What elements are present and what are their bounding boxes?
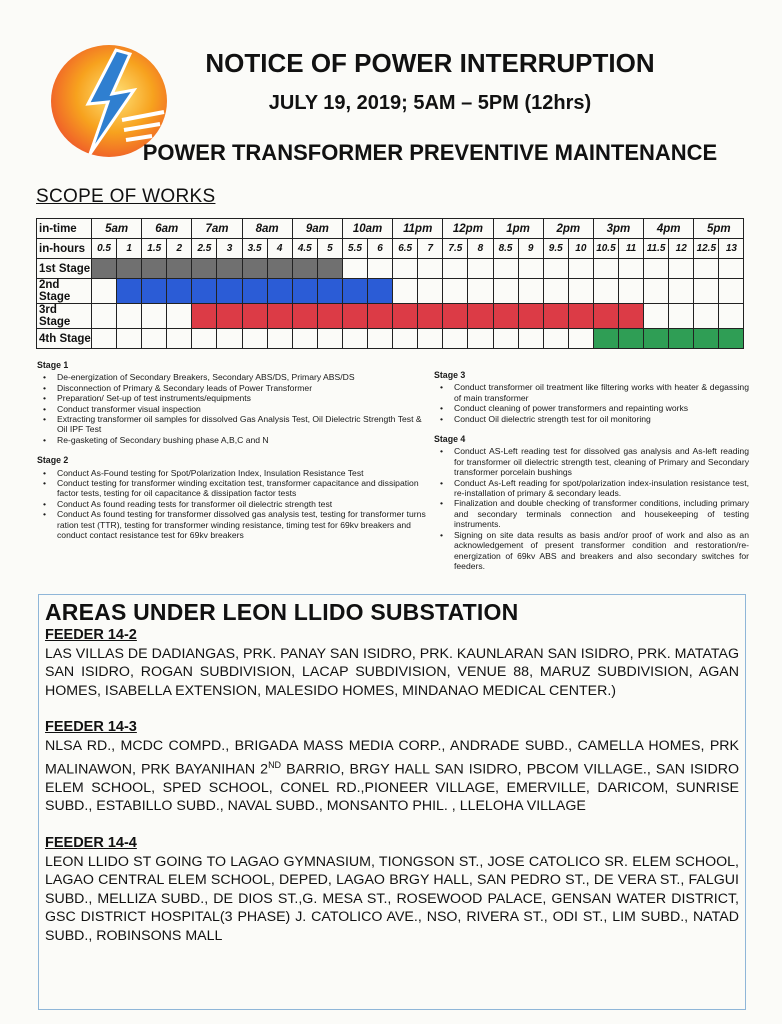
empty-cell — [167, 304, 192, 329]
hours-row — [37, 239, 744, 259]
time-label: 3pm — [593, 219, 643, 239]
schedule-table — [36, 218, 744, 349]
stage-bar-cell — [468, 304, 493, 329]
stage-bar-cell — [292, 259, 317, 279]
stage-row — [37, 259, 744, 279]
empty-cell — [443, 279, 468, 304]
hour-label: 4.5 — [292, 239, 317, 259]
feeder-heading: FEEDER 14-4 — [45, 835, 137, 852]
stage-bar-cell — [317, 279, 342, 304]
time-label: 5am — [92, 219, 142, 239]
stage-bar-cell — [443, 304, 468, 329]
hour-label: 2 — [167, 239, 192, 259]
empty-cell — [719, 279, 744, 304]
empty-cell — [393, 329, 418, 349]
list-item: • Conduct AS-Left reading test for dissolved gas analysis and As-left reading for transformer oil dielectric strength test, cleaning of Primary and Secondary transformer porcelain bushings — [446, 446, 749, 477]
list-item: • Conduct As found reading tests for transformer oil dielectric strength test — [49, 499, 427, 509]
stage-bar-cell — [242, 304, 267, 329]
stage-bar-cell — [493, 304, 518, 329]
feeder-areas: LEON LLIDO ST GOING TO LAGAO GYMNASIUM, TIONGSON ST., JOSE CATOLICO SR. ELEM SCHOOL, LAGAO CENTRAL ELEM SCHOOL, DEPED, LAGAO BRGY HALL, SAN PEDRO ST., DE VERA ST., FALGUI SUBD., MELLIZA SUBD., DE DIOS ST.,G. MESA ST., ROSEWOOD PALACE, GENSAN WATER DISTRICT, GSC DISTRICT HOSPITAL(3 PHASE) J. CATOLICO AVE., NSO, RIVERA ST., ODI ST., LIM SUBD., NATAD SUBD., ROBINSONS MALL — [45, 853, 739, 945]
feeder-areas: LAS VILLAS DE DADIANGAS, PRK. PANAY SAN ISIDRO, PRK. KAUNLARAN SAN ISIDRO, PRK. MATATAG SAN ISIDRO, ROGAN SUBDIVISION, LACAP SUBDIVISION, VENUE 88, MARUZ SUBDIVISION, AGAN HOMES, ISABELLA EXTENSION, MALESIDO HOMES, MINDANAO MEDICAL CENTER.) — [45, 645, 739, 699]
empty-cell — [443, 329, 468, 349]
empty-cell — [393, 259, 418, 279]
time-label: 5pm — [694, 219, 744, 239]
empty-cell — [292, 329, 317, 349]
stage-bar-cell — [368, 304, 393, 329]
stage2-title: Stage 2 — [37, 455, 69, 466]
hour-label: 10 — [568, 239, 593, 259]
stage-bar-cell — [618, 304, 643, 329]
areas-box — [38, 594, 746, 1010]
subtitle: POWER TRANSFORMER PREVENTIVE MAINTENANCE — [142, 140, 718, 165]
list-item: • Extracting transformer oil samples for dissolved Gas Analysis Test, Oil Dielectric Strength Test & Oil IPF Test — [49, 414, 427, 435]
stage-bar-cell — [217, 259, 242, 279]
stage-bar-cell — [92, 259, 117, 279]
empty-cell — [543, 329, 568, 349]
page-title: NOTICE OF POWER INTERRUPTION — [205, 48, 655, 78]
feeder-block — [45, 626, 739, 700]
hour-label: 7 — [418, 239, 443, 259]
empty-cell — [342, 329, 367, 349]
stage-bar-cell — [192, 304, 217, 329]
empty-cell — [468, 279, 493, 304]
list-item: • Conduct As found testing for transformer dissolved gas analysis test, testing for transformer turns ration test (TTR), testing for transformer winding resistance, timing test for 69kv breakers and conduct contact resistance test for 69kv breakers — [49, 509, 427, 540]
time-label: 11pm — [393, 219, 443, 239]
stage-bar-cell — [644, 329, 669, 349]
stage-bar-cell — [167, 259, 192, 279]
time-label: 10am — [342, 219, 392, 239]
row-label: in-hours — [37, 239, 92, 259]
time-label: 4pm — [644, 219, 694, 239]
stage-bar-cell — [593, 304, 618, 329]
areas-title: AREAS UNDER LEON LLIDO SUBSTATION — [45, 599, 519, 625]
stage-bar-cell — [593, 329, 618, 349]
stage-bar-cell — [192, 259, 217, 279]
stage-bar-cell — [267, 304, 292, 329]
empty-cell — [618, 279, 643, 304]
stage-bar-cell — [242, 279, 267, 304]
hour-label: 8 — [468, 239, 493, 259]
stage-label: 4th Stage — [37, 329, 92, 349]
stage-bar-cell — [192, 279, 217, 304]
stage-bar-cell — [117, 259, 142, 279]
time-label: 12pm — [443, 219, 493, 239]
list-item: • Signing on site data results as basis and/or proof of work and also as an acknowledgement of present transformer condition and restoration/re-energization of 69kv ABS and breakers and also secondary switches for feeders. — [446, 530, 749, 572]
stage-bar-cell — [117, 279, 142, 304]
feeder-areas-part: BARRIO, BRGY HALL SAN ISIDRO, PBCOM VILLAGE., SAN ISIDRO ELEM SCHOOL, SPED SCHOOL, CONEL RD.,PIONEER VILLAGE, EMERVILLE, DARICOM, SUNRISE SUBD., ESTABILLO SUBD., NAVAL SUBD., MONSANTO PHIL. , LLELOHA VILLAGE — [45, 761, 739, 815]
feeder-heading: FEEDER 14-2 — [45, 627, 137, 643]
empty-cell — [242, 329, 267, 349]
empty-cell — [644, 304, 669, 329]
hour-label: 1.5 — [142, 239, 167, 259]
stage-bar-cell — [242, 259, 267, 279]
stage-bar-cell — [418, 304, 443, 329]
stage-bar-cell — [618, 329, 643, 349]
list-item: • Conduct cleaning of power transformers and repainting works — [446, 403, 749, 413]
empty-cell — [217, 329, 242, 349]
stage-bar-cell — [142, 279, 167, 304]
empty-cell — [543, 259, 568, 279]
list-item: • Conduct As-Found testing for Spot/Polarization Index, Insulation Resistance Test — [49, 468, 427, 478]
feeder-block — [45, 834, 739, 946]
empty-cell — [593, 279, 618, 304]
empty-cell — [493, 259, 518, 279]
empty-cell — [142, 329, 167, 349]
stage-label: 1st Stage — [37, 259, 92, 279]
stage-bar-cell — [342, 279, 367, 304]
stage-bar-cell — [217, 279, 242, 304]
list-item: • Conduct transformer oil treatment like filtering works with heater & degassing of main transformer — [446, 382, 749, 403]
stage-bar-cell — [267, 259, 292, 279]
stage3-list — [434, 382, 749, 424]
stage2-list — [37, 468, 427, 541]
stage-bar-cell — [393, 304, 418, 329]
feeder-heading: FEEDER 14-3 — [45, 719, 137, 736]
stage-bar-cell — [518, 304, 543, 329]
stage-bar-cell — [167, 279, 192, 304]
hour-label: 5 — [317, 239, 342, 259]
empty-cell — [393, 279, 418, 304]
empty-cell — [568, 259, 593, 279]
stage-bar-cell — [342, 304, 367, 329]
empty-cell — [694, 279, 719, 304]
feeder-areas-part: NLSA RD., MCDC COMPD., BRIGADA MASS MEDIA CORP., ANDRADE SUBD., CAMELLA HOMES, PRK MALINAWON, PRK BAYANIHAN 2 — [45, 737, 739, 778]
stage1-title: Stage 1 — [37, 360, 69, 370]
empty-cell — [493, 329, 518, 349]
list-item: • Conduct As-Left reading for spot/polarization index-insulation resistance test, re-installation of primary & secondary leads. — [446, 478, 749, 499]
stage4-title: Stage 4 — [434, 434, 466, 445]
empty-cell — [644, 279, 669, 304]
empty-cell — [669, 304, 694, 329]
stage-row — [37, 329, 744, 349]
empty-cell — [543, 279, 568, 304]
empty-cell — [493, 279, 518, 304]
list-item: • Conduct transformer visual inspection — [49, 404, 427, 414]
empty-cell — [418, 329, 443, 349]
stage-details-left — [37, 360, 427, 551]
hour-label: 8.5 — [493, 239, 518, 259]
stage-bar-cell — [568, 304, 593, 329]
stage-bar-cell — [292, 279, 317, 304]
hour-label: 1 — [117, 239, 142, 259]
hour-label: 10.5 — [593, 239, 618, 259]
empty-cell — [142, 304, 167, 329]
hour-label: 9 — [518, 239, 543, 259]
empty-cell — [468, 259, 493, 279]
empty-cell — [468, 329, 493, 349]
hour-label: 6.5 — [393, 239, 418, 259]
empty-cell — [368, 329, 393, 349]
empty-cell — [719, 259, 744, 279]
time-label: 2pm — [543, 219, 593, 239]
stage-bar-cell — [267, 279, 292, 304]
stage-bar-cell — [217, 304, 242, 329]
empty-cell — [368, 259, 393, 279]
date-line: JULY 19, 2019; 5AM – 5PM (12hrs) — [268, 92, 592, 114]
empty-cell — [418, 279, 443, 304]
hour-label: 6 — [368, 239, 393, 259]
stage1-list — [37, 372, 427, 445]
hour-label: 7.5 — [443, 239, 468, 259]
hour-label: 2.5 — [192, 239, 217, 259]
stage3-title: Stage 3 — [434, 370, 466, 380]
empty-cell — [167, 329, 192, 349]
empty-cell — [644, 259, 669, 279]
stage-label: 3rd Stage — [37, 304, 92, 329]
empty-cell — [694, 304, 719, 329]
list-item: • Re-gasketing of Secondary bushing phase A,B,C and N — [49, 435, 427, 445]
empty-cell — [418, 259, 443, 279]
empty-cell — [117, 304, 142, 329]
hour-label: 12.5 — [694, 239, 719, 259]
stage-bar-cell — [368, 279, 393, 304]
feeder-block — [45, 718, 739, 816]
empty-cell — [518, 329, 543, 349]
hour-label: 3 — [217, 239, 242, 259]
empty-cell — [568, 329, 593, 349]
hour-label: 13 — [719, 239, 744, 259]
hour-label: 11.5 — [644, 239, 669, 259]
scope-of-works-heading: SCOPE OF WORKS — [36, 186, 216, 207]
empty-cell — [92, 279, 117, 304]
empty-cell — [669, 279, 694, 304]
empty-cell — [92, 329, 117, 349]
list-item: • Preparation/ Set-up of test instruments/equipments — [49, 393, 427, 403]
hour-label: 12 — [669, 239, 694, 259]
ordinal-suffix: ND — [268, 759, 282, 770]
empty-cell — [443, 259, 468, 279]
stage-label: 2nd Stage — [37, 279, 92, 304]
hour-label: 4 — [267, 239, 292, 259]
stage4-list — [434, 446, 749, 571]
list-item: • Conduct Oil dielectric strength test for oil monitoring — [446, 414, 749, 424]
stage-bar-cell — [292, 304, 317, 329]
empty-cell — [342, 259, 367, 279]
empty-cell — [117, 329, 142, 349]
stage-bar-cell — [142, 259, 167, 279]
time-label: 9am — [292, 219, 342, 239]
time-label: 6am — [142, 219, 192, 239]
time-label: 1pm — [493, 219, 543, 239]
empty-cell — [518, 279, 543, 304]
hour-label: 9.5 — [543, 239, 568, 259]
empty-cell — [618, 259, 643, 279]
empty-cell — [694, 259, 719, 279]
time-label: 8am — [242, 219, 292, 239]
stage-bar-cell — [317, 304, 342, 329]
empty-cell — [719, 304, 744, 329]
hour-label: 11 — [618, 239, 643, 259]
hour-label: 3.5 — [242, 239, 267, 259]
empty-cell — [317, 329, 342, 349]
stage-bar-cell — [543, 304, 568, 329]
stage-row — [37, 304, 744, 329]
row-label: in-time — [37, 219, 92, 239]
list-item: • Conduct testing for transformer winding excitation test, transformer capacitance and dissipation factor tests, testing for oil capacitance & dissipation factor tests — [49, 478, 427, 499]
stage-bar-cell — [317, 259, 342, 279]
time-row — [37, 219, 744, 239]
list-item: • Disconnection of Primary & Secondary leads of Power Transformer — [49, 383, 427, 393]
empty-cell — [192, 329, 217, 349]
stage-row — [37, 279, 744, 304]
list-item: • Finalization and double checking of transformer conditions, including primary and secondary terminals connection and housekeeping of testing instruments. — [446, 498, 749, 529]
empty-cell — [92, 304, 117, 329]
list-item: • De-energization of Secondary Breakers, Secondary ABS/DS, Primary ABS/DS — [49, 372, 427, 382]
empty-cell — [267, 329, 292, 349]
empty-cell — [568, 279, 593, 304]
empty-cell — [518, 259, 543, 279]
feeder-areas — [45, 737, 739, 816]
stage-bar-cell — [694, 329, 719, 349]
hour-label: 5.5 — [342, 239, 367, 259]
stage-details-right — [434, 370, 749, 581]
hour-label: 0.5 — [92, 239, 117, 259]
time-label: 7am — [192, 219, 242, 239]
empty-cell — [593, 259, 618, 279]
stage-bar-cell — [719, 329, 744, 349]
stage-bar-cell — [669, 329, 694, 349]
empty-cell — [669, 259, 694, 279]
